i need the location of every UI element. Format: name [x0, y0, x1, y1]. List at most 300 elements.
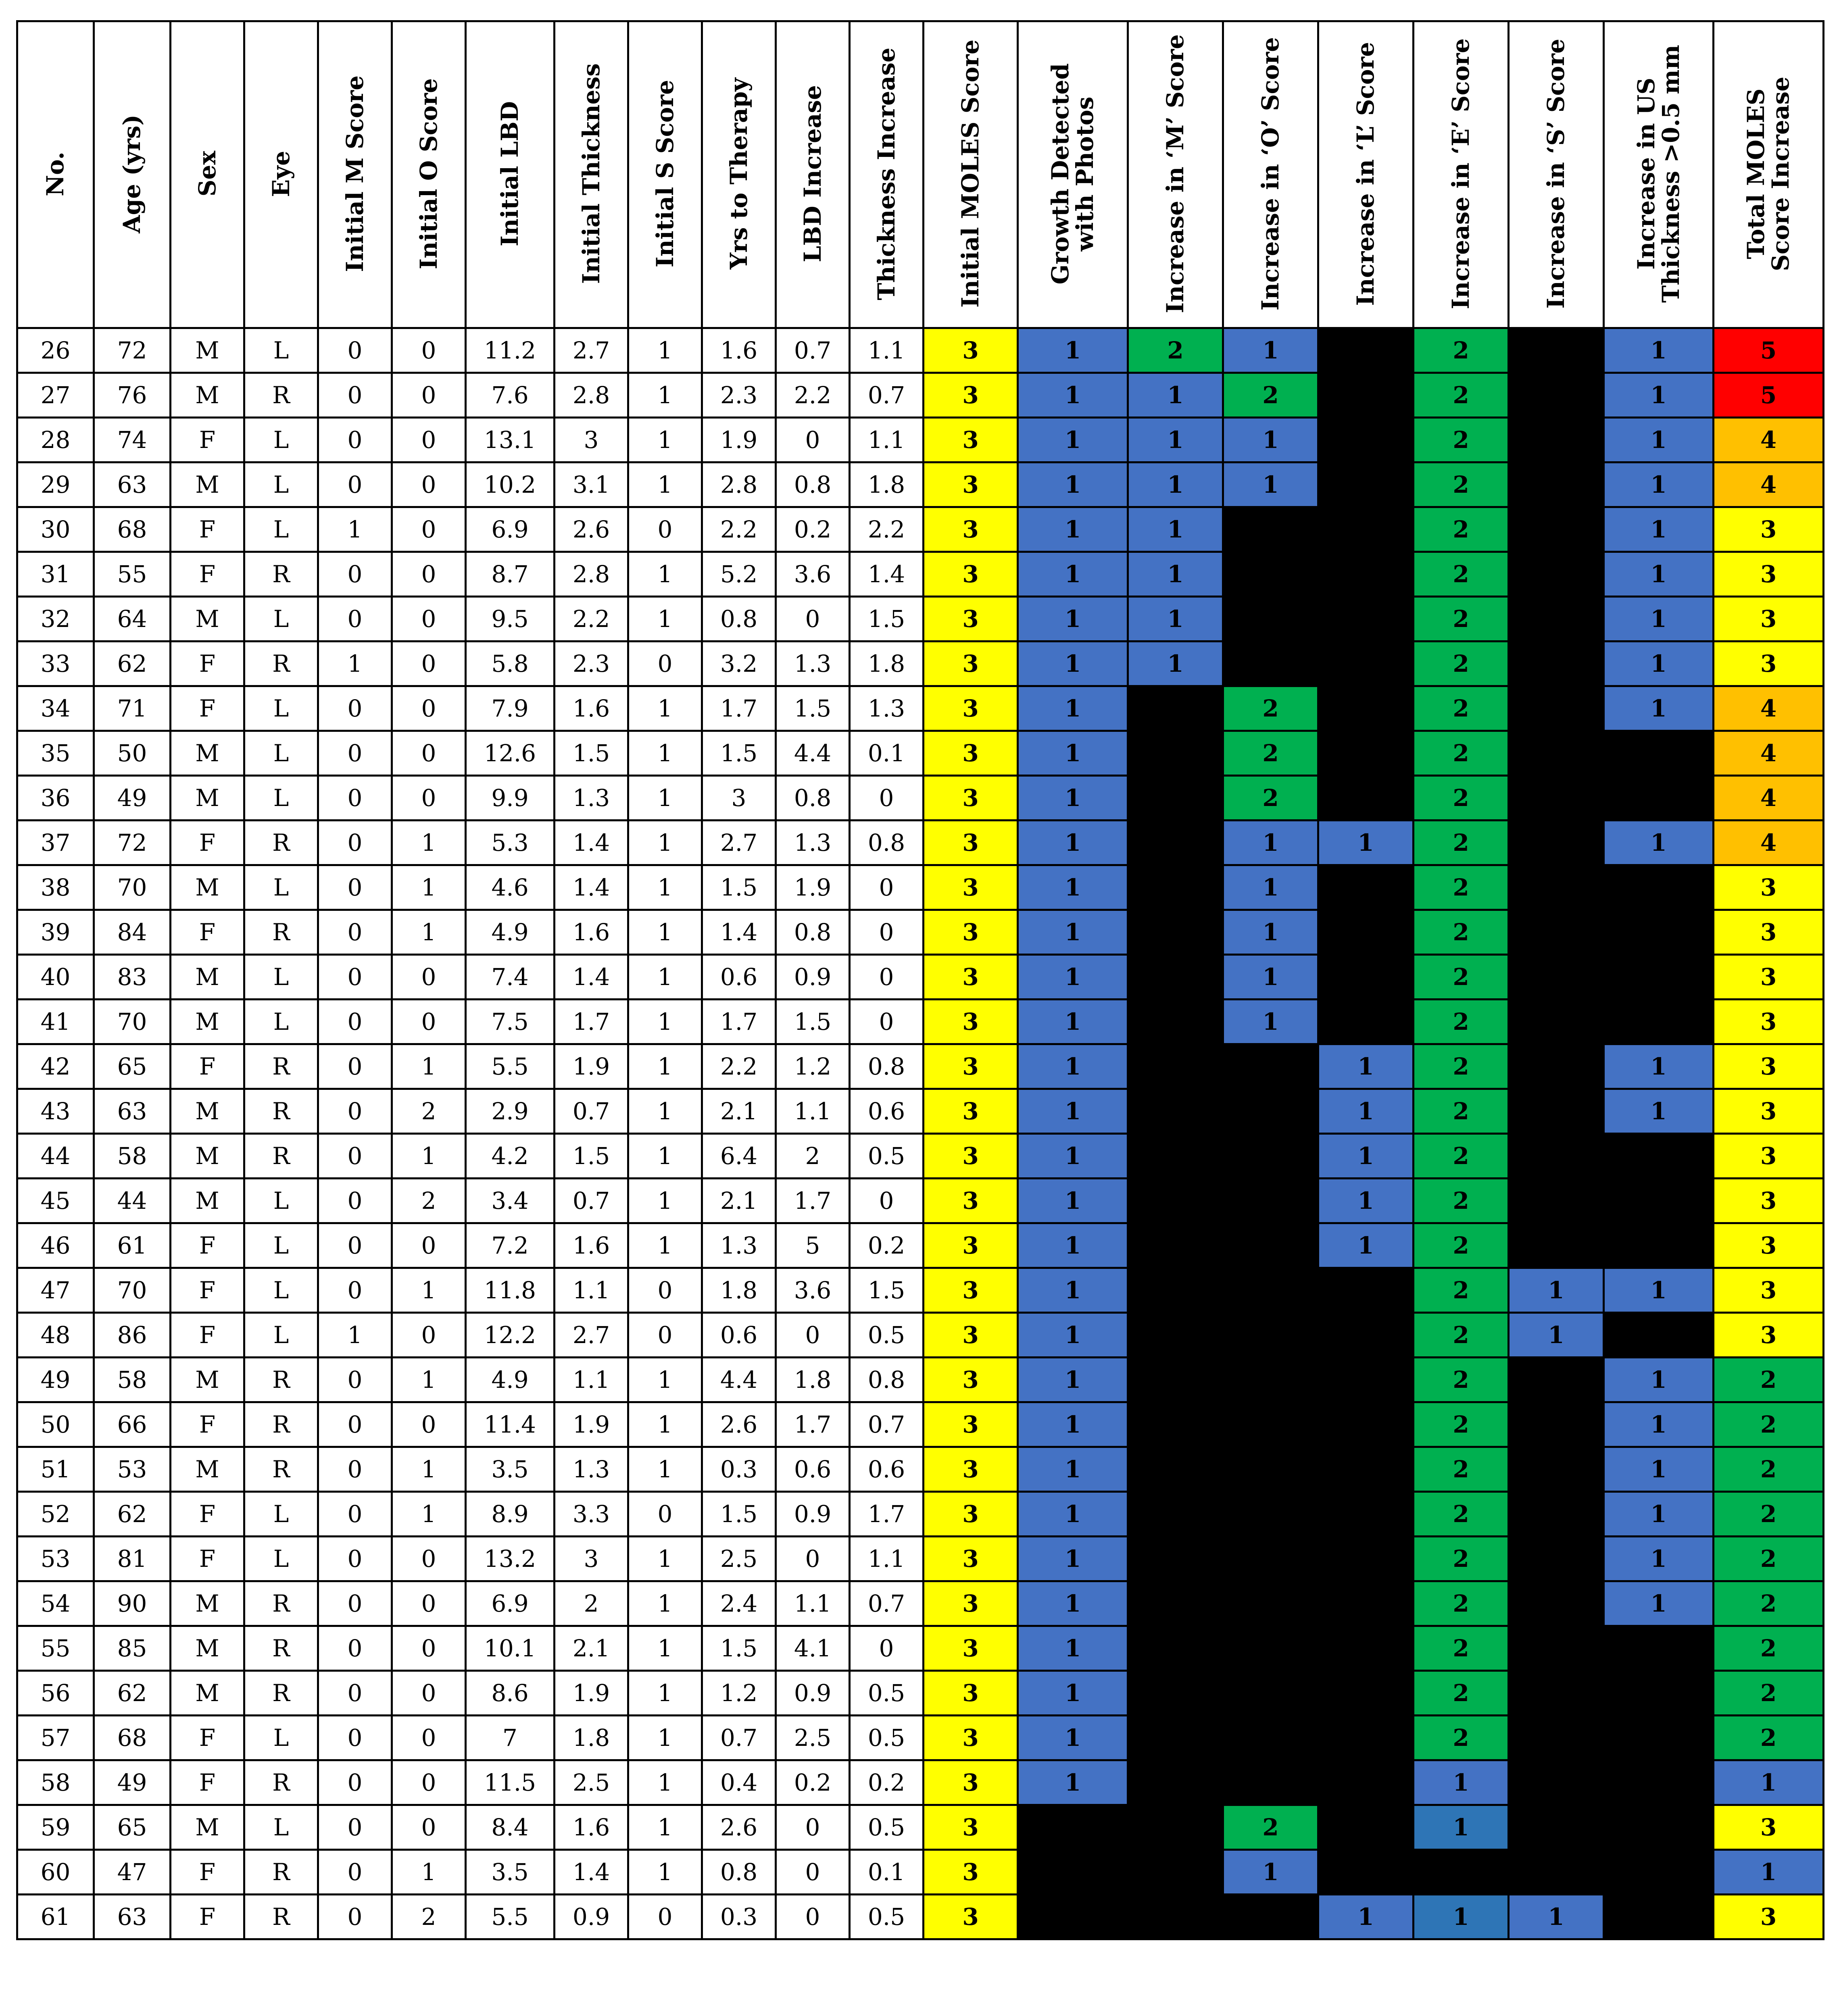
table-cell: F — [171, 1268, 244, 1313]
table-cell: 0 — [1318, 507, 1414, 552]
table-cell: 3 — [924, 552, 1018, 597]
table-cell: 3 — [555, 418, 628, 462]
table-cell: 1 — [1018, 1760, 1128, 1805]
table-cell: 1 — [1018, 418, 1128, 462]
table-cell: 0 — [1128, 910, 1223, 955]
table-cell: 0 — [1318, 641, 1414, 686]
table-cell: 0 — [628, 1492, 702, 1537]
column-header-label: Initial O Score — [415, 78, 442, 270]
table-cell: 2 — [1414, 1268, 1509, 1313]
table-cell: F — [171, 1044, 244, 1089]
table-cell: 0 — [1128, 1268, 1223, 1313]
table-cell: 0.9 — [776, 955, 850, 1000]
table-cell: 2.1 — [555, 1626, 628, 1671]
table-cell: 0 — [318, 821, 392, 865]
table-cell: 6.9 — [466, 507, 555, 552]
table-cell: M — [171, 462, 244, 507]
table-cell: 2 — [1414, 910, 1509, 955]
table-cell: 3 — [924, 1492, 1018, 1537]
table-cell: 0 — [628, 1895, 702, 1939]
table-cell: 1 — [628, 1134, 702, 1179]
table-cell: 1 — [1128, 507, 1223, 552]
table-cell: 0.3 — [702, 1447, 776, 1492]
table-cell: 1.4 — [555, 865, 628, 910]
table-cell: 53 — [94, 1447, 171, 1492]
table-cell: 1 — [628, 1179, 702, 1223]
table-row — [17, 462, 1824, 507]
table-cell: M — [171, 955, 244, 1000]
table-cell: F — [171, 1895, 244, 1939]
table-cell: 0 — [392, 776, 466, 821]
table-cell: 0.2 — [850, 1760, 924, 1805]
table-cell: R — [244, 552, 318, 597]
table-cell: 0 — [1318, 328, 1414, 373]
table-cell: 3 — [1714, 597, 1824, 641]
table-cell: 0 — [1509, 1447, 1604, 1492]
column-header — [1318, 21, 1414, 328]
table-cell: 13.1 — [466, 418, 555, 462]
table-cell: 11.8 — [466, 1268, 555, 1313]
table-cell: 1 — [392, 910, 466, 955]
table-cell: L — [244, 1000, 318, 1044]
table-cell: 2 — [1414, 1447, 1509, 1492]
table-cell: 1 — [1604, 641, 1714, 686]
table-cell: 0 — [1604, 1000, 1714, 1044]
table-cell: 0 — [1604, 1805, 1714, 1850]
column-header-label: Increase in US Thickness >0.5 mm — [1632, 45, 1685, 303]
table-cell: 0 — [1318, 865, 1414, 910]
column-header-label: Increase in ‘O’ Score — [1257, 37, 1284, 311]
table-row — [17, 418, 1824, 462]
table-cell: 1 — [628, 1716, 702, 1760]
table-cell: 2 — [1128, 328, 1223, 373]
table-cell: 0 — [1223, 597, 1318, 641]
table-cell: 3 — [924, 1402, 1018, 1447]
table-cell: 1 — [1318, 821, 1414, 865]
table-row — [17, 1537, 1824, 1581]
table-cell: 3 — [1714, 1805, 1824, 1850]
table-cell: 0 — [1318, 462, 1414, 507]
table-cell: 4.9 — [466, 910, 555, 955]
table-cell: 2 — [1414, 418, 1509, 462]
table-cell: 2.7 — [555, 1313, 628, 1358]
table-cell: 1 — [1018, 1134, 1128, 1179]
table-cell: 1 — [1018, 1223, 1128, 1268]
table-cell: 0.8 — [850, 1044, 924, 1089]
table-cell: 0 — [392, 552, 466, 597]
table-cell: 70 — [94, 1268, 171, 1313]
table-cell: 2 — [1714, 1626, 1824, 1671]
table-cell: 1.2 — [702, 1671, 776, 1716]
table-cell: 3 — [924, 1089, 1018, 1134]
table-cell: 1 — [628, 1850, 702, 1895]
table-cell: 3.6 — [776, 1268, 850, 1313]
table-cell: 0.2 — [776, 1760, 850, 1805]
table-cell: 1 — [1318, 1044, 1414, 1089]
table-cell: 2 — [1714, 1537, 1824, 1581]
table-cell: 1 — [1018, 552, 1128, 597]
table-cell: M — [171, 597, 244, 641]
table-cell: 26 — [17, 328, 94, 373]
table-cell: 1.5 — [702, 1492, 776, 1537]
table-cell: 58 — [94, 1358, 171, 1402]
table-cell: 0.5 — [850, 1895, 924, 1939]
table-cell: M — [171, 1626, 244, 1671]
table-cell: 4 — [1714, 731, 1824, 776]
table-cell: 5 — [1714, 373, 1824, 418]
table-cell: 2 — [1414, 641, 1509, 686]
column-header-label: Total MOLES Score Increase — [1742, 76, 1794, 271]
table-cell: 2 — [1414, 1671, 1509, 1716]
table-cell: 35 — [17, 731, 94, 776]
table-cell: L — [244, 462, 318, 507]
table-cell: L — [244, 731, 318, 776]
table-cell: 0 — [1223, 1268, 1318, 1313]
table-cell: 0 — [1509, 418, 1604, 462]
column-header — [702, 21, 776, 328]
table-cell: 0.7 — [776, 328, 850, 373]
table-cell: 3 — [1714, 1044, 1824, 1089]
table-row — [17, 955, 1824, 1000]
column-header — [1509, 21, 1604, 328]
table-cell: 1 — [1018, 462, 1128, 507]
table-cell: 1 — [628, 552, 702, 597]
table-cell: 0 — [1604, 865, 1714, 910]
table-row — [17, 686, 1824, 731]
table-cell: 3 — [924, 1895, 1018, 1939]
table-cell: 3.2 — [702, 641, 776, 686]
table-cell: 0 — [850, 955, 924, 1000]
table-row — [17, 373, 1824, 418]
table-cell: 1.6 — [555, 910, 628, 955]
table-cell: 4.6 — [466, 865, 555, 910]
table-cell: 0 — [392, 1402, 466, 1447]
table-cell: 0.2 — [776, 507, 850, 552]
table-cell: 1.5 — [702, 865, 776, 910]
table-cell: 0 — [1223, 1492, 1318, 1537]
table-cell: 3 — [924, 865, 1018, 910]
table-cell: 1.5 — [555, 1134, 628, 1179]
table-cell: 0.6 — [776, 1447, 850, 1492]
table-cell: 0 — [1223, 1089, 1318, 1134]
table-cell: 3.5 — [466, 1850, 555, 1895]
table-cell: 0 — [628, 641, 702, 686]
table-row — [17, 1671, 1824, 1716]
table-cell: 0 — [1604, 1760, 1714, 1805]
table-cell: 0 — [850, 1179, 924, 1223]
table-cell: 1.5 — [702, 731, 776, 776]
table-cell: 3 — [1714, 641, 1824, 686]
column-header — [924, 21, 1018, 328]
table-cell: 11.4 — [466, 1402, 555, 1447]
table-cell: 0 — [776, 418, 850, 462]
table-cell: 7 — [466, 1716, 555, 1760]
table-cell: 0.8 — [850, 821, 924, 865]
table-cell: 2 — [1414, 597, 1509, 641]
table-row — [17, 1850, 1824, 1895]
column-header — [776, 21, 850, 328]
table-cell: 74 — [94, 418, 171, 462]
table-cell: 3 — [924, 507, 1018, 552]
table-cell: 1.6 — [702, 328, 776, 373]
table-cell: 85 — [94, 1626, 171, 1671]
table-cell: 2.6 — [555, 507, 628, 552]
table-cell: M — [171, 1179, 244, 1223]
table-cell: 0 — [1318, 776, 1414, 821]
column-header — [850, 21, 924, 328]
table-cell: 0 — [1604, 1850, 1714, 1895]
table-cell: 0 — [392, 1000, 466, 1044]
table-cell: 0 — [318, 552, 392, 597]
table-cell: F — [171, 641, 244, 686]
table-cell: 5 — [1714, 328, 1824, 373]
table-row — [17, 1000, 1824, 1044]
table-cell: 0 — [318, 1671, 392, 1716]
table-cell: 3 — [924, 597, 1018, 641]
table-cell: 55 — [17, 1626, 94, 1671]
table-cell: 0 — [1509, 328, 1604, 373]
table-cell: 6.4 — [702, 1134, 776, 1179]
table-cell: 0 — [1604, 776, 1714, 821]
table-cell: 1 — [1604, 821, 1714, 865]
table-cell: L — [244, 418, 318, 462]
table-cell: 1.5 — [850, 597, 924, 641]
table-cell: 2 — [392, 1895, 466, 1939]
table-cell: 13.2 — [466, 1537, 555, 1581]
table-cell: 1.9 — [555, 1044, 628, 1089]
table-cell: 1 — [1714, 1850, 1824, 1895]
table-cell: F — [171, 1716, 244, 1760]
table-cell: R — [244, 910, 318, 955]
table-cell: 0 — [392, 328, 466, 373]
table-cell: R — [244, 1581, 318, 1626]
table-cell: 1 — [628, 328, 702, 373]
table-cell: 1 — [1604, 1537, 1714, 1581]
table-cell: 1 — [318, 1313, 392, 1358]
table-cell: 0 — [1318, 1268, 1414, 1313]
table-cell: 5.2 — [702, 552, 776, 597]
table-cell: 2.1 — [702, 1179, 776, 1223]
table-cell: 42 — [17, 1044, 94, 1089]
table-cell: L — [244, 1223, 318, 1268]
table-cell: 0 — [318, 1134, 392, 1179]
table-cell: 5.3 — [466, 821, 555, 865]
table-cell: 2 — [1414, 1581, 1509, 1626]
table-cell: 1.3 — [702, 1223, 776, 1268]
table-cell: 0 — [318, 1223, 392, 1268]
table-cell: 0 — [318, 1089, 392, 1134]
table-row — [17, 507, 1824, 552]
table-cell: 0.8 — [702, 597, 776, 641]
table-cell: 7.2 — [466, 1223, 555, 1268]
table-cell: 48 — [17, 1313, 94, 1358]
table-cell: 0.6 — [850, 1447, 924, 1492]
column-header-label: Eye — [267, 150, 295, 197]
column-header-label: LBD Increase — [799, 85, 826, 262]
table-cell: 0 — [1414, 1850, 1509, 1895]
table-cell: 1 — [1018, 1089, 1128, 1134]
table-row — [17, 1447, 1824, 1492]
table-cell: 0 — [1509, 1134, 1604, 1179]
table-cell: 2.5 — [702, 1537, 776, 1581]
table-cell: 0 — [1318, 1000, 1414, 1044]
table-cell: 1 — [318, 641, 392, 686]
table-cell: 0 — [1223, 1179, 1318, 1223]
table-cell: 0.7 — [702, 1716, 776, 1760]
table-cell: 1 — [1714, 1760, 1824, 1805]
column-header — [318, 21, 392, 328]
table-cell: 1 — [1223, 821, 1318, 865]
table-cell: 1 — [392, 1447, 466, 1492]
table-cell: 0 — [1509, 373, 1604, 418]
table-cell: L — [244, 597, 318, 641]
table-cell: L — [244, 1179, 318, 1223]
table-cell: 2 — [1714, 1358, 1824, 1402]
table-cell: 62 — [94, 1492, 171, 1537]
table-cell: 0 — [1128, 1089, 1223, 1134]
table-cell: 0 — [1128, 731, 1223, 776]
table-cell: 2.3 — [555, 641, 628, 686]
table-cell: 0 — [1509, 507, 1604, 552]
table-cell: 1 — [1128, 597, 1223, 641]
column-header-label: Initial S Score — [651, 80, 679, 268]
table-cell: 0 — [1318, 1447, 1414, 1492]
table-cell: 1.1 — [850, 328, 924, 373]
column-header-label: Thickness Increase — [872, 47, 900, 300]
table-row — [17, 776, 1824, 821]
table-cell: 1 — [1604, 1402, 1714, 1447]
table-cell: 1.5 — [776, 1000, 850, 1044]
table-cell: 0 — [392, 1760, 466, 1805]
table-cell: 0 — [1318, 1850, 1414, 1895]
table-cell: 0 — [1128, 1223, 1223, 1268]
table-cell: 0 — [1223, 1313, 1318, 1358]
table-cell: 10.2 — [466, 462, 555, 507]
table-cell: 3.6 — [776, 552, 850, 597]
table-cell: 1 — [628, 1805, 702, 1850]
table-cell: 3 — [1714, 955, 1824, 1000]
table-cell: 4.4 — [776, 731, 850, 776]
table-cell: 1 — [1604, 1492, 1714, 1537]
table-cell: L — [244, 1716, 318, 1760]
table-row — [17, 1134, 1824, 1179]
table-cell: F — [171, 507, 244, 552]
table-cell: 2.5 — [776, 1716, 850, 1760]
table-cell: 0 — [392, 507, 466, 552]
table-cell: 0 — [776, 1313, 850, 1358]
table-row — [17, 641, 1824, 686]
table-cell: 0 — [1318, 597, 1414, 641]
table-cell: 0 — [1604, 1179, 1714, 1223]
table-cell: 1 — [392, 1492, 466, 1537]
table-cell: 2.4 — [702, 1581, 776, 1626]
table-cell: 0 — [1018, 1895, 1128, 1939]
table-row — [17, 1179, 1824, 1223]
table-cell: R — [244, 1626, 318, 1671]
table-cell: 2 — [1414, 1492, 1509, 1537]
table-cell: 2.2 — [850, 507, 924, 552]
table-cell: 0.7 — [850, 1402, 924, 1447]
table-cell: 1 — [1604, 507, 1714, 552]
table-cell: 1 — [1128, 552, 1223, 597]
table-cell: 2 — [1223, 686, 1318, 731]
table-cell: 1.3 — [850, 686, 924, 731]
table-cell: 0.7 — [555, 1089, 628, 1134]
table-cell: 2 — [1714, 1402, 1824, 1447]
table-cell: 1 — [1018, 865, 1128, 910]
table-cell: 1.5 — [776, 686, 850, 731]
table-cell: 0 — [318, 373, 392, 418]
table-cell: 1 — [1018, 597, 1128, 641]
table-cell: 4.1 — [776, 1626, 850, 1671]
column-header-label: Age (yrs) — [118, 114, 146, 233]
table-cell: 0 — [392, 373, 466, 418]
table-cell: R — [244, 1447, 318, 1492]
table-cell: 0 — [1509, 1850, 1604, 1895]
table-cell: 0 — [1223, 641, 1318, 686]
table-cell: 4.2 — [466, 1134, 555, 1179]
table-cell: 2 — [1414, 1626, 1509, 1671]
table-cell: 2 — [1414, 552, 1509, 597]
table-cell: 1.1 — [776, 1581, 850, 1626]
table-cell: 0 — [1223, 1581, 1318, 1626]
table-cell: L — [244, 1537, 318, 1581]
table-cell: 2 — [1414, 1089, 1509, 1134]
table-cell: 0 — [318, 731, 392, 776]
table-cell: 2 — [1714, 1671, 1824, 1716]
table-cell: 63 — [94, 462, 171, 507]
table-cell: 1.3 — [776, 821, 850, 865]
table-cell: 2 — [1414, 1313, 1509, 1358]
table-cell: 1 — [1018, 955, 1128, 1000]
table-cell: 65 — [94, 1044, 171, 1089]
table-cell: 3 — [924, 373, 1018, 418]
table-cell: 0.4 — [702, 1760, 776, 1805]
table-cell: 11.2 — [466, 328, 555, 373]
table-cell: 3 — [924, 1537, 1018, 1581]
table-cell: 3 — [702, 776, 776, 821]
table-cell: 0 — [1128, 1626, 1223, 1671]
table-cell: 0 — [1223, 552, 1318, 597]
table-cell: 0 — [318, 462, 392, 507]
table-cell: 76 — [94, 373, 171, 418]
table-cell: R — [244, 1358, 318, 1402]
table-cell: 7.4 — [466, 955, 555, 1000]
table-cell: M — [171, 1805, 244, 1850]
table-cell: 2.1 — [702, 1089, 776, 1134]
table-cell: 0 — [776, 597, 850, 641]
table-cell: 62 — [94, 1671, 171, 1716]
table-cell: M — [171, 328, 244, 373]
table-cell: 1 — [1604, 373, 1714, 418]
table-cell: 1.9 — [555, 1402, 628, 1447]
table-cell: 1.4 — [702, 910, 776, 955]
table-cell: 1 — [1509, 1268, 1604, 1313]
table-cell: 1 — [1604, 1268, 1714, 1313]
table-cell: 0 — [1318, 1402, 1414, 1447]
table-cell: 49 — [17, 1358, 94, 1402]
table-cell: 2 — [1414, 1044, 1509, 1089]
table-cell: 3 — [924, 1313, 1018, 1358]
table-cell: 3 — [1714, 1268, 1824, 1313]
table-row — [17, 597, 1824, 641]
table-cell: 1 — [1018, 1537, 1128, 1581]
table-cell: 1.3 — [555, 776, 628, 821]
table-cell: 1 — [1414, 1805, 1509, 1850]
table-cell: 0 — [1509, 865, 1604, 910]
table-cell: 1 — [1018, 731, 1128, 776]
table-header — [17, 21, 1824, 328]
